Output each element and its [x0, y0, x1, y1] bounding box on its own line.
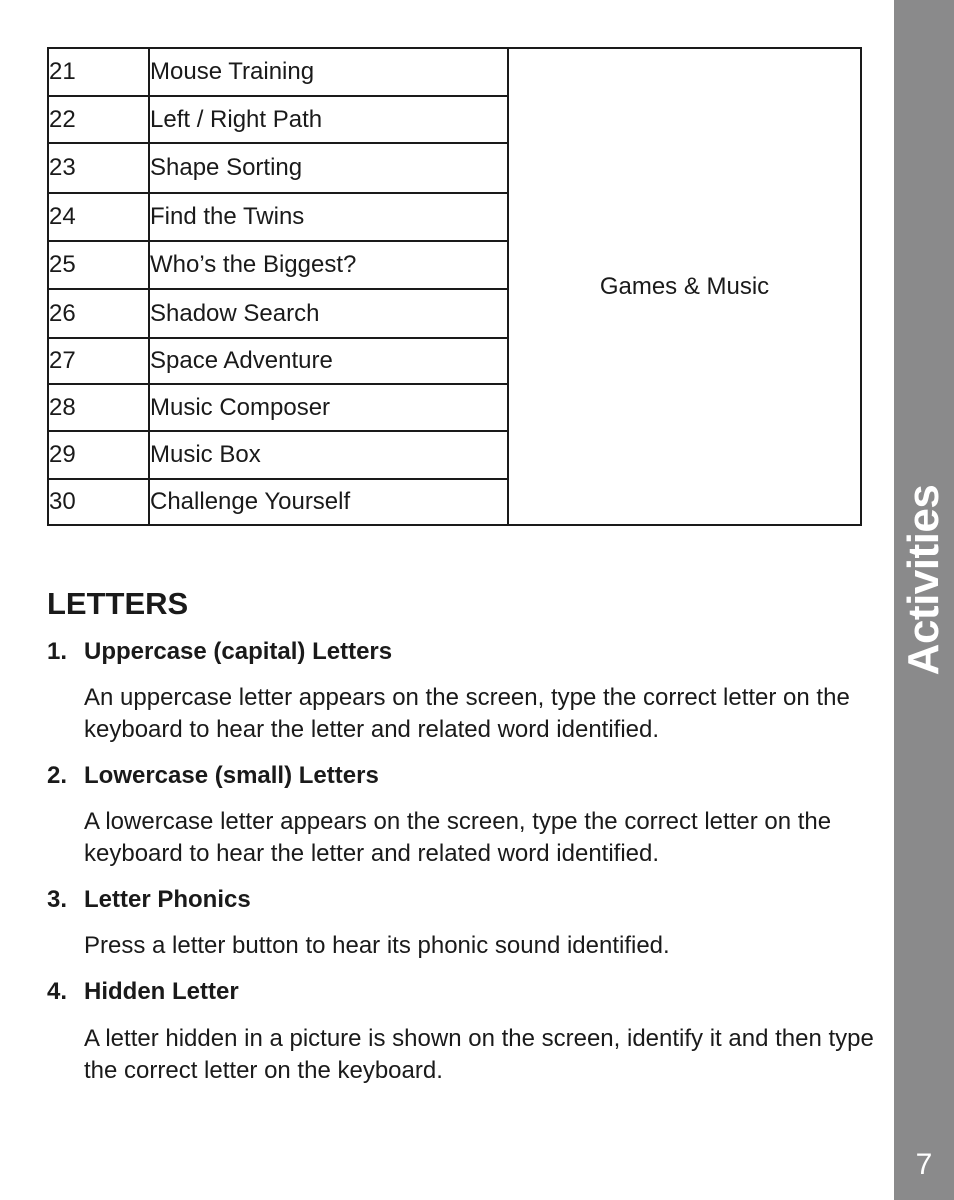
activity-number: 26: [48, 289, 149, 338]
list-item-description: A lowercase letter appears on the screen, type the correct letter on the keyboard to hear the letter and related word identified.: [84, 808, 832, 867]
activity-name: Find the Twins: [149, 193, 508, 241]
list-item-description: Press a letter button to hear its phonic sound identified.: [84, 932, 670, 959]
side-tab-title: Activities: [899, 484, 948, 676]
list-item-description: A letter hidden in a picture is shown on the screen, identify it and then type the correct letter on the keyboard.: [84, 1025, 874, 1084]
list-item-title: Hidden Letter: [84, 978, 239, 1005]
activity-name: Shape Sorting: [149, 143, 508, 193]
activity-number: 28: [48, 384, 149, 431]
activity-number: 22: [48, 96, 149, 143]
activity-number: 30: [48, 479, 149, 525]
activity-number: 27: [48, 338, 149, 384]
table-row: [48, 48, 861, 96]
section-title: LETTERS: [47, 586, 189, 621]
page-number: 7: [915, 1148, 933, 1181]
activity-name: Mouse Training: [149, 48, 508, 96]
activity-number: 24: [48, 193, 149, 241]
activity-name: Shadow Search: [149, 289, 508, 338]
activity-name: Left / Right Path: [149, 96, 508, 143]
list-item-description: An uppercase letter appears on the screen, type the correct letter on the keyboard to hear the letter and related word identified.: [84, 684, 850, 743]
list-item-index: 2.: [47, 762, 68, 789]
activity-number: 23: [48, 143, 149, 193]
category-cell: Games & Music: [508, 48, 861, 525]
list-item-title: Letter Phonics: [84, 886, 251, 913]
list-item-heading: [47, 978, 239, 1006]
activity-name: Music Box: [149, 431, 508, 479]
activity-name: Who’s the Biggest?: [149, 241, 508, 289]
activity-number: 21: [48, 48, 149, 96]
list-item-heading: [47, 638, 392, 666]
activity-name: Challenge Yourself: [149, 479, 508, 525]
list-item-title: Lowercase (small) Letters: [84, 762, 379, 789]
list-item-index: 3.: [47, 886, 68, 913]
activity-number: 29: [48, 431, 149, 479]
activities-table: [47, 47, 862, 526]
activity-name: Music Composer: [149, 384, 508, 431]
list-item-heading: [47, 886, 251, 914]
list-item-heading: [47, 762, 379, 790]
activity-number: 25: [48, 241, 149, 289]
list-item-index: 1.: [47, 638, 68, 665]
list-item-title: Uppercase (capital) Letters: [84, 638, 393, 665]
list-item-index: 4.: [47, 978, 68, 1005]
activity-name: Space Adventure: [149, 338, 508, 384]
